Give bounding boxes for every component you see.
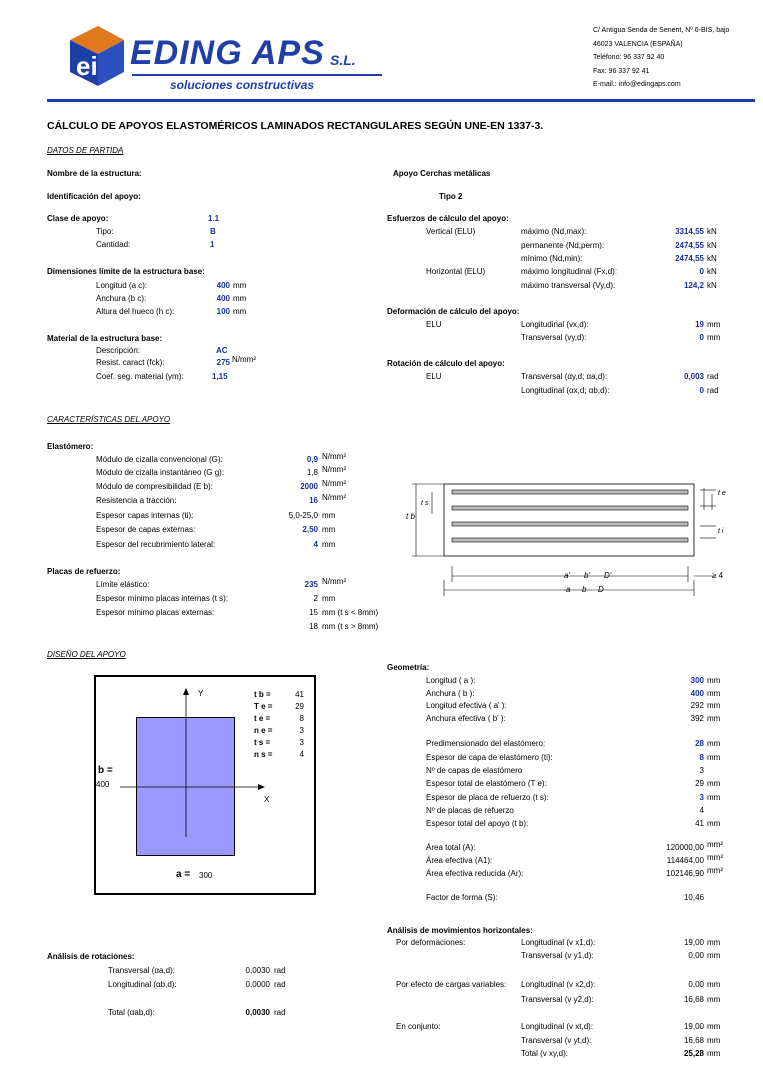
placa-label: Límite elástico: xyxy=(96,580,150,589)
ident-value: Tipo 2 xyxy=(439,192,463,201)
unit: mm² xyxy=(707,866,723,875)
mov-label: Total (v xy,d): xyxy=(521,1049,568,1058)
esfuerzos-title: Esfuerzos de cálculo del apoyo: xyxy=(387,214,509,223)
address-line: Fax: 96 337 92 41 xyxy=(593,67,650,75)
rotacion-label: Transversal (αy,d; αa,d): xyxy=(521,372,608,381)
geometria-label: Espesor de capa de elastómero (ti): xyxy=(426,753,553,762)
esfuerzo-value: 124,2 xyxy=(683,281,704,290)
unit: rad xyxy=(274,966,286,975)
legend-value: 8 xyxy=(299,714,304,723)
logo-cube-icon xyxy=(62,20,132,90)
anchura-value: 400 xyxy=(216,294,230,303)
unit: mm xyxy=(707,980,721,989)
geometria-value: 3 xyxy=(699,793,704,802)
placa-label: Espesor mínimo placas externas: xyxy=(96,608,215,617)
rot-elu: ELU xyxy=(426,372,442,381)
unit: mm (t s < 8mm) xyxy=(322,608,379,617)
fig-a: a xyxy=(566,585,571,594)
geometria-label: Nº de capas de elastómero xyxy=(426,766,523,775)
geometria-label: Anchura efectiva ( b' ): xyxy=(426,714,506,723)
desc-value: AC xyxy=(216,346,228,355)
geometria-value: 300 xyxy=(690,676,704,685)
unit: mm xyxy=(322,540,336,549)
a-value: 300 xyxy=(199,871,213,880)
geometria-label: Longitud ( a ): xyxy=(426,676,476,685)
geometria-label: Nº de placas de refuerzo xyxy=(426,806,514,815)
elastomero-value: 2000 xyxy=(300,482,318,491)
unit: kN xyxy=(707,227,717,236)
rot-analysis-label: Transversal (αa,d): xyxy=(108,966,176,975)
unit: mm xyxy=(707,1036,721,1045)
placa-value: 18 xyxy=(309,622,318,631)
rot-analysis-label: Longitudinal (αb,d): xyxy=(108,980,177,989)
geometria-value: 29 xyxy=(695,779,704,788)
mov-label: Transversal (v y1,d): xyxy=(521,951,594,960)
section-diseno: DISEÑO DEL APOYO xyxy=(47,650,126,659)
area-label: Área efectiva (A1): xyxy=(426,856,493,865)
fig-a1: a' xyxy=(564,571,570,580)
elastomero-value: 1,8 xyxy=(306,468,318,477)
mov-label: Transversal (v y2,d): xyxy=(521,995,594,1004)
address-line: E-mail:: info@edingaps.com xyxy=(593,81,681,88)
clase-value: 1.1 xyxy=(208,214,220,223)
esfuerzo-label: máximo longitudinal (Fx,d): xyxy=(521,267,618,276)
a-label: a = xyxy=(176,869,191,880)
mov-label: Longitudinal (v x2,d): xyxy=(521,980,596,989)
legend-key: t s = xyxy=(254,738,271,747)
coef-value: 1,15 xyxy=(212,372,228,381)
mov-group-label: Por efecto de cargas variables: xyxy=(396,980,507,989)
unit: mm xyxy=(233,294,247,303)
mov-value: 0,00 xyxy=(688,951,704,960)
elastomero-value: 0,9 xyxy=(306,455,318,464)
unit: mm xyxy=(707,714,721,723)
mov-label: Transversal (v yt,d): xyxy=(521,1036,592,1045)
logo-suffix: S.L. xyxy=(330,52,356,68)
esfuerzo-value: 3314,55 xyxy=(675,227,704,236)
deformacion-value: 0 xyxy=(699,333,704,342)
elastomero-label: Módulo de cizalla instantáneo (G g): xyxy=(96,468,225,477)
elastomero-value: 4 xyxy=(313,540,318,549)
unit: mm xyxy=(322,511,336,520)
unit: rad xyxy=(274,1008,286,1017)
elastomero-label: Módulo de compresibilidad (E b): xyxy=(96,482,213,491)
section-figure xyxy=(404,470,744,605)
legend-key: t e = xyxy=(254,714,271,723)
placa-label: Espesor mínimo placas internas (t s): xyxy=(96,594,229,603)
unit: mm xyxy=(707,995,721,1004)
deformacion-label: Longitudinal (vx,d): xyxy=(521,320,589,329)
clase-label: Clase de apoyo: xyxy=(47,214,109,223)
unit: mm xyxy=(707,779,721,788)
elast-title: Elastómero: xyxy=(47,442,94,451)
esfuerzo-label: permanente (Nd,perm): xyxy=(521,241,605,250)
fig-D: D xyxy=(598,585,604,594)
forma-label: Factor de forma (S): xyxy=(426,893,498,902)
fig-b1: b' xyxy=(584,571,590,580)
estructura-label: Nombre de la estructura: xyxy=(47,169,142,178)
longitud-value: 400 xyxy=(216,281,230,290)
unit: mm xyxy=(707,819,721,828)
unit: mm xyxy=(322,525,336,534)
dim-title: Dimensiones límite de la estructura base: xyxy=(47,267,205,276)
geometria-value: 3 xyxy=(699,766,704,775)
mov-label: Longitudinal (v xt,d): xyxy=(521,1022,594,1031)
mov-group-label: Por deformaciones: xyxy=(396,938,466,947)
rot-title: Rotación de cálculo del apoyo: xyxy=(387,359,505,368)
fig-b: b xyxy=(582,585,587,594)
geometria-label: Longitud efectiva ( a' ): xyxy=(426,701,507,710)
unit: kN xyxy=(707,267,717,276)
page-title: CÁLCULO DE APOYOS ELASTOMÉRICOS LAMINADOS RECTANGULARES SEGÚN UNE-EN 1337-3. xyxy=(47,120,544,132)
def-title: Deformación de cálculo del apoyo: xyxy=(387,307,520,316)
esfuerzo-label: mínimo (Nd,min): xyxy=(521,254,583,263)
axis-y-label: Y xyxy=(198,689,204,698)
mov-value: 25,28 xyxy=(683,1049,704,1058)
rot-analysis-value: 0,0030 xyxy=(245,966,270,975)
geometria-label: Predimensionado del elastómero: xyxy=(426,739,546,748)
b-value: 400 xyxy=(96,780,110,789)
elastomero-label: Espesor del recubrimiento lateral: xyxy=(96,540,216,549)
elastomero-value: 2,50 xyxy=(302,525,318,534)
mov-label: Longitudinal (v x1,d): xyxy=(521,938,596,947)
legend-value: 29 xyxy=(295,702,304,711)
geometria-label: Espesor total de elastómero (T e): xyxy=(426,779,547,788)
resist-label: Resist. caract (fck): xyxy=(96,358,165,367)
fig-ti: t i xyxy=(718,528,724,535)
svg-text:ei: ei xyxy=(76,51,98,81)
legend-key: n s = xyxy=(254,750,273,759)
unit: mm xyxy=(707,676,721,685)
altura-value: 100 xyxy=(216,307,230,316)
unit: N/mm² xyxy=(322,493,346,502)
elastomero-value: 16 xyxy=(309,496,318,505)
area-value: 102146,90 xyxy=(666,869,704,878)
unit: kN xyxy=(707,241,717,250)
resist-value: 275 xyxy=(216,358,230,367)
placas-title: Placas de refuerzo: xyxy=(47,567,121,576)
unit: N/mm² xyxy=(322,452,346,461)
anchura-label: Anchura (b c): xyxy=(96,294,147,303)
mov-value: 19,00 xyxy=(683,938,704,947)
rotacion-label: Longitudinal (αx,d; αb,d): xyxy=(521,386,610,395)
tipo-value: B xyxy=(210,227,216,236)
ident-label: Identificación del apoyo: xyxy=(47,192,141,201)
mov-value: 16,68 xyxy=(683,995,704,1004)
area-label: Área total (A): xyxy=(426,843,476,852)
geometria-value: 4 xyxy=(699,806,704,815)
esfuerzo-value: 0 xyxy=(699,267,704,276)
tipo-label: Tipo: xyxy=(96,227,114,236)
address-line: 46023 VALENCIA (ESPAÑA) xyxy=(593,40,683,48)
mov-value: 0,00 xyxy=(688,980,704,989)
unit: mm xyxy=(707,951,721,960)
geometria-value: 392 xyxy=(690,714,704,723)
unit: rad xyxy=(274,980,286,989)
placa-value: 15 xyxy=(309,608,318,617)
legend-value: 3 xyxy=(299,726,304,735)
fig-tb: t b xyxy=(406,512,415,521)
placa-value: 2 xyxy=(313,594,318,603)
area-label: Área efectiva reducida (Ar): xyxy=(426,869,524,878)
b-label: b = xyxy=(98,765,113,776)
deformacion-value: 19 xyxy=(695,320,704,329)
legend-key: T e = xyxy=(254,702,273,711)
geo-title: Geometría: xyxy=(387,663,430,672)
unit: mm² xyxy=(707,840,723,849)
unit: mm xyxy=(707,320,721,329)
geometria-value: 292 xyxy=(690,701,704,710)
unit: mm xyxy=(707,793,721,802)
placa-value: 235 xyxy=(304,580,318,589)
unit: N/mm² xyxy=(232,355,256,364)
unit: mm xyxy=(707,938,721,947)
mov-value: 16,68 xyxy=(683,1036,704,1045)
design-box xyxy=(94,675,316,895)
longitud-label: Longitud (a c): xyxy=(96,281,148,290)
unit: mm² xyxy=(707,853,723,862)
geometria-label: Espesor de placa de refuerzo (t s): xyxy=(426,793,549,802)
mov-value: 19,00 xyxy=(683,1022,704,1031)
area-value: 114464,00 xyxy=(666,856,704,865)
section-caract: CARACTERÍSTICAS DEL APOYO xyxy=(47,415,171,424)
unit: mm xyxy=(233,307,247,316)
area-value: 120000,00 xyxy=(666,843,704,852)
logo-tagline: soluciones constructivas xyxy=(170,78,315,92)
def-elu: ELU xyxy=(426,320,442,329)
geometria-value: 41 xyxy=(695,819,704,828)
unit: mm xyxy=(707,701,721,710)
legend-value: 3 xyxy=(299,738,304,747)
esfuerzo-label: máximo (Nd,max): xyxy=(521,227,587,236)
unit: N/mm² xyxy=(322,479,346,488)
geometria-value: 400 xyxy=(690,689,704,698)
coef-label: Coef. seg. material (γm): xyxy=(96,372,184,381)
deformacion-label: Transversal (vy,d): xyxy=(521,333,587,342)
unit: kN xyxy=(707,254,717,263)
unit: mm xyxy=(707,753,721,762)
rot-total-value: 0,0030 xyxy=(245,1008,270,1017)
unit: N/mm² xyxy=(322,577,346,586)
rotacion-value: 0,003 xyxy=(683,372,704,381)
unit: mm xyxy=(233,281,247,290)
unit: mm xyxy=(707,739,721,748)
axis-x-label: X xyxy=(264,795,270,804)
section-datos: DATOS DE PARTIDA xyxy=(47,146,124,155)
logo-underline xyxy=(132,74,382,76)
company-address xyxy=(593,24,729,92)
unit: mm xyxy=(707,333,721,342)
company-logo xyxy=(62,20,392,92)
esfuerzo-value: 2474,55 xyxy=(675,241,704,250)
address-line: C/ Antigua Senda de Senent, Nº 6-BIS, bajo xyxy=(593,27,730,34)
legend-value: 41 xyxy=(295,690,304,699)
fig-four: ≥ 4 xyxy=(712,571,724,580)
rot-analysis-value: 0,0000 xyxy=(245,980,270,989)
fig-D1: D' xyxy=(604,571,612,580)
legend-key: n e = xyxy=(254,726,273,735)
unit: mm xyxy=(322,594,336,603)
rotacion-value: 0 xyxy=(699,386,704,395)
mov-title: Análisis de movimientos horizontales: xyxy=(387,926,533,935)
unit: N/mm² xyxy=(322,465,346,474)
unit: mm (t s > 8mm) xyxy=(322,622,379,631)
elastomero-label: Espesor de capas externas: xyxy=(96,525,196,534)
vertical-label: Vertical (ELU) xyxy=(426,227,476,236)
elastomero-label: Espesor capas internas (ti): xyxy=(96,511,194,520)
fig-te: t e xyxy=(718,490,726,497)
geometria-label: Anchura ( b ): xyxy=(426,689,475,698)
forma-value: 10,46 xyxy=(683,893,704,902)
unit: mm xyxy=(707,1022,721,1031)
cantidad-label: Cantidad: xyxy=(96,240,131,249)
mov-group-label: En conjunto: xyxy=(396,1022,441,1031)
unit: rad xyxy=(707,386,719,395)
logo-name: EDING APS xyxy=(130,34,325,72)
elastomero-label: Resistencia a tracción: xyxy=(96,496,177,505)
unit: mm xyxy=(707,689,721,698)
desc-label: Descripción: xyxy=(96,346,141,355)
rot-analysis-title: Análisis de rotaciones: xyxy=(47,952,135,961)
fig-ts: t s xyxy=(421,500,429,507)
legend-key: t b = xyxy=(254,690,271,699)
estructura-value: Apoyo Cerchas metálicas xyxy=(393,169,491,178)
mat-title: Material de la estructura base: xyxy=(47,334,163,343)
header-rule xyxy=(47,99,755,102)
cantidad-value: 1 xyxy=(210,240,215,249)
unit: kN xyxy=(707,281,717,290)
rot-total-label: Total (αab,d): xyxy=(108,1008,155,1017)
unit: mm xyxy=(707,1049,721,1058)
geometria-label: Espesor total del apoyo (t b): xyxy=(426,819,529,828)
elastomero-label: Módulo de cizalla convencional (G): xyxy=(96,455,223,464)
horizontal-label: Horizontal (ELU) xyxy=(426,267,486,276)
elastomero-value: 5,0-25,0 xyxy=(288,511,318,520)
esfuerzo-label: máximo transversal (Vy,d): xyxy=(521,281,616,290)
geometria-value: 28 xyxy=(695,739,704,748)
address-line: Teléfono: 96 337 92 40 xyxy=(593,54,665,61)
unit: rad xyxy=(707,372,719,381)
esfuerzo-value: 2474,55 xyxy=(675,254,704,263)
altura-label: Altura del hueco (h c): xyxy=(96,307,175,316)
geometria-value: 8 xyxy=(699,753,704,762)
legend-value: 4 xyxy=(299,750,304,759)
